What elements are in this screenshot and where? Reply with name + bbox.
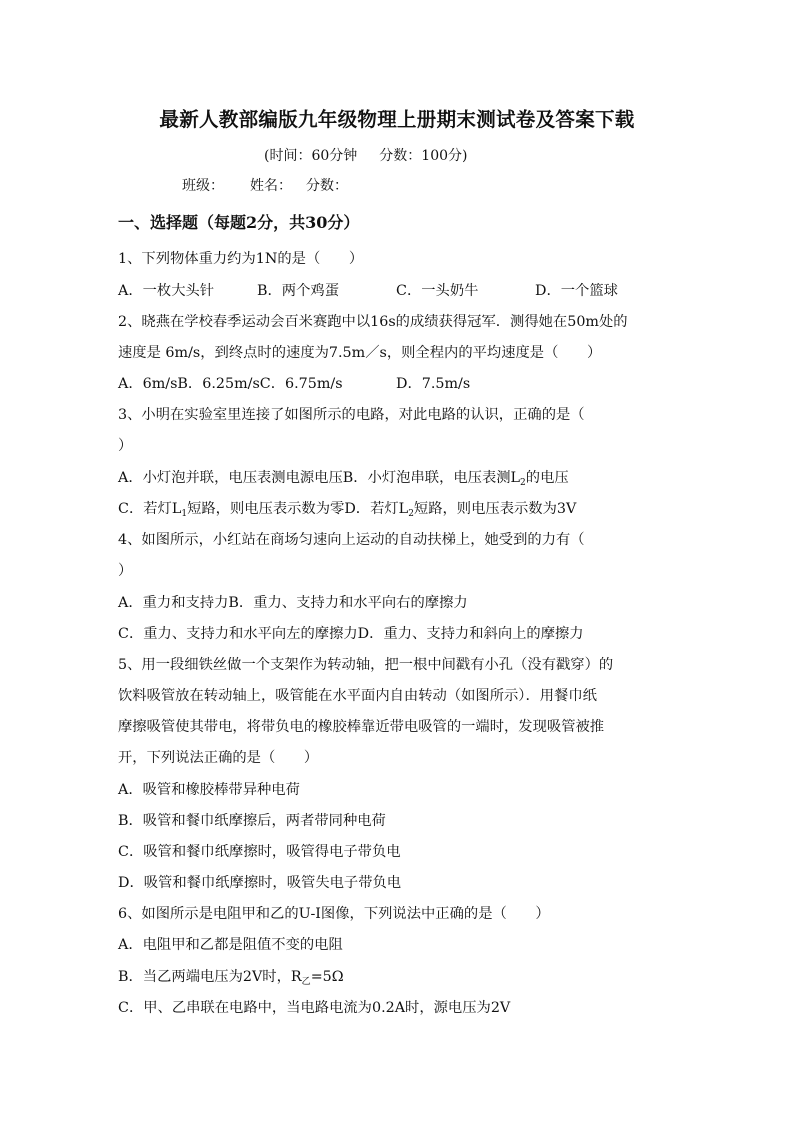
question-5-stem-line-2: 饮料吸管放在转动轴上，吸管能在水平面内自由转动（如图所示）．用餐巾纸: [118, 688, 597, 704]
class-label: 班级：: [182, 178, 224, 194]
question-1-stem: 1、下列物体重力约为1N的是（ ）: [118, 251, 364, 267]
subscript: 2: [520, 478, 526, 488]
question-5-stem-line-4: 开，下列说法正确的是（ ）: [118, 750, 319, 766]
question-5-stem-line-3: 摩擦吸管使其带电，将带负电的橡胶棒靠近带电吸管的一端时，发现吸管被推: [118, 719, 605, 735]
subscript: 乙: [301, 977, 311, 987]
question-5-option-c: C．吸管和餐巾纸摩擦时，吸管得电子带负电: [118, 844, 401, 860]
question-5-option-b: B．吸管和餐巾纸摩擦后，两者带同种电荷: [118, 813, 386, 829]
document-title: 最新人教部编版九年级物理上册期末测试卷及答案下载: [159, 108, 635, 131]
name-label: 姓名：: [250, 178, 292, 194]
option-ab-text: A．小灯泡并联，电压表测电源电压B．小灯泡串联，电压表测L: [118, 470, 521, 486]
question-2-stem-line-1: 2、晓燕在学校春季运动会百米赛跑中以16s的成绩获得冠军．测得她在50m处的: [118, 314, 628, 330]
question-5-option-a: A．吸管和橡胶棒带异种电荷: [118, 782, 300, 798]
question-4-options-ab: A．重力和支持力B．重力、支持力和水平向右的摩擦力: [118, 595, 468, 611]
option-cd-text-end: 短路，则电压表示数为3V: [413, 501, 577, 517]
question-2-options: [118, 373, 470, 393]
exam-info: [264, 145, 467, 165]
option-a: A．一枚大头针: [118, 283, 215, 299]
student-info-line: [182, 175, 348, 195]
option-c: C．一头奶牛: [396, 283, 479, 299]
option-b-text-end: =5Ω: [310, 969, 344, 985]
option-b: B．两个鸡蛋: [257, 283, 339, 299]
question-4-options-cd: C．重力、支持力和水平向左的摩擦力D．重力、支持力和斜向上的摩擦力: [118, 626, 584, 642]
option-abc: A．6m/sB．6.25m/sC．6.75m/s: [118, 376, 343, 392]
option-cd-text: C．若灯L: [118, 501, 182, 517]
question-6-stem: 6、如图所示是电阻甲和乙的U-I图像，下列说法中正确的是（ ）: [118, 906, 550, 922]
question-4-stem-line-2: ）: [118, 563, 133, 579]
subscript: 1: [181, 509, 188, 519]
subscript: 2: [408, 509, 414, 519]
option-d: D．一个篮球: [535, 283, 618, 299]
section-heading: 一、选择题（每题2分，共30分）: [118, 213, 360, 232]
question-6-option-a: A．电阻甲和乙都是阻值不变的电阻: [118, 937, 343, 953]
score-label: 分数：: [306, 178, 348, 194]
option-ab-text-end: 的电压: [525, 470, 569, 486]
question-5-option-d: D．吸管和餐巾纸摩擦时，吸管失电子带负电: [118, 875, 402, 891]
question-3-options-ab: [118, 467, 569, 488]
question-3-stem-line-1: 3、小明在实验室里连接了如图所示的电路，对此电路的认识，正确的是（: [118, 407, 585, 423]
question-6-option-c: C．甲、乙串联在电路中，当电路电流为0.2A时，源电压为2V: [118, 1000, 511, 1016]
question-4-stem-line-1: 4、如图所示，小红站在商场匀速向上运动的自动扶梯上，她受到的力有（: [118, 532, 585, 548]
question-3-options-cd: [118, 498, 576, 519]
option-cd-text-mid: 短路，则电压表示数为零D．若灯L: [187, 501, 409, 517]
option-d: D．7.5m/s: [396, 376, 471, 392]
question-1-options: [118, 280, 618, 300]
total-score-info: 分数：100分): [379, 148, 468, 164]
time-info: (时间：60分钟: [264, 148, 358, 164]
question-2-stem-line-2: 速度是 6m/s，到终点时的速度为7.5m／s，则全程内的平均速度是（ ）: [118, 345, 602, 361]
question-5-stem-line-1: 5、用一段细铁丝做一个支架作为转动轴，把一根中间戳有小孔（没有戳穿）的: [118, 657, 614, 673]
question-6-option-b: [118, 966, 344, 987]
question-3-stem-line-2: ）: [118, 438, 133, 454]
option-b-text: B．当乙两端电压为2V时，R: [118, 969, 302, 985]
